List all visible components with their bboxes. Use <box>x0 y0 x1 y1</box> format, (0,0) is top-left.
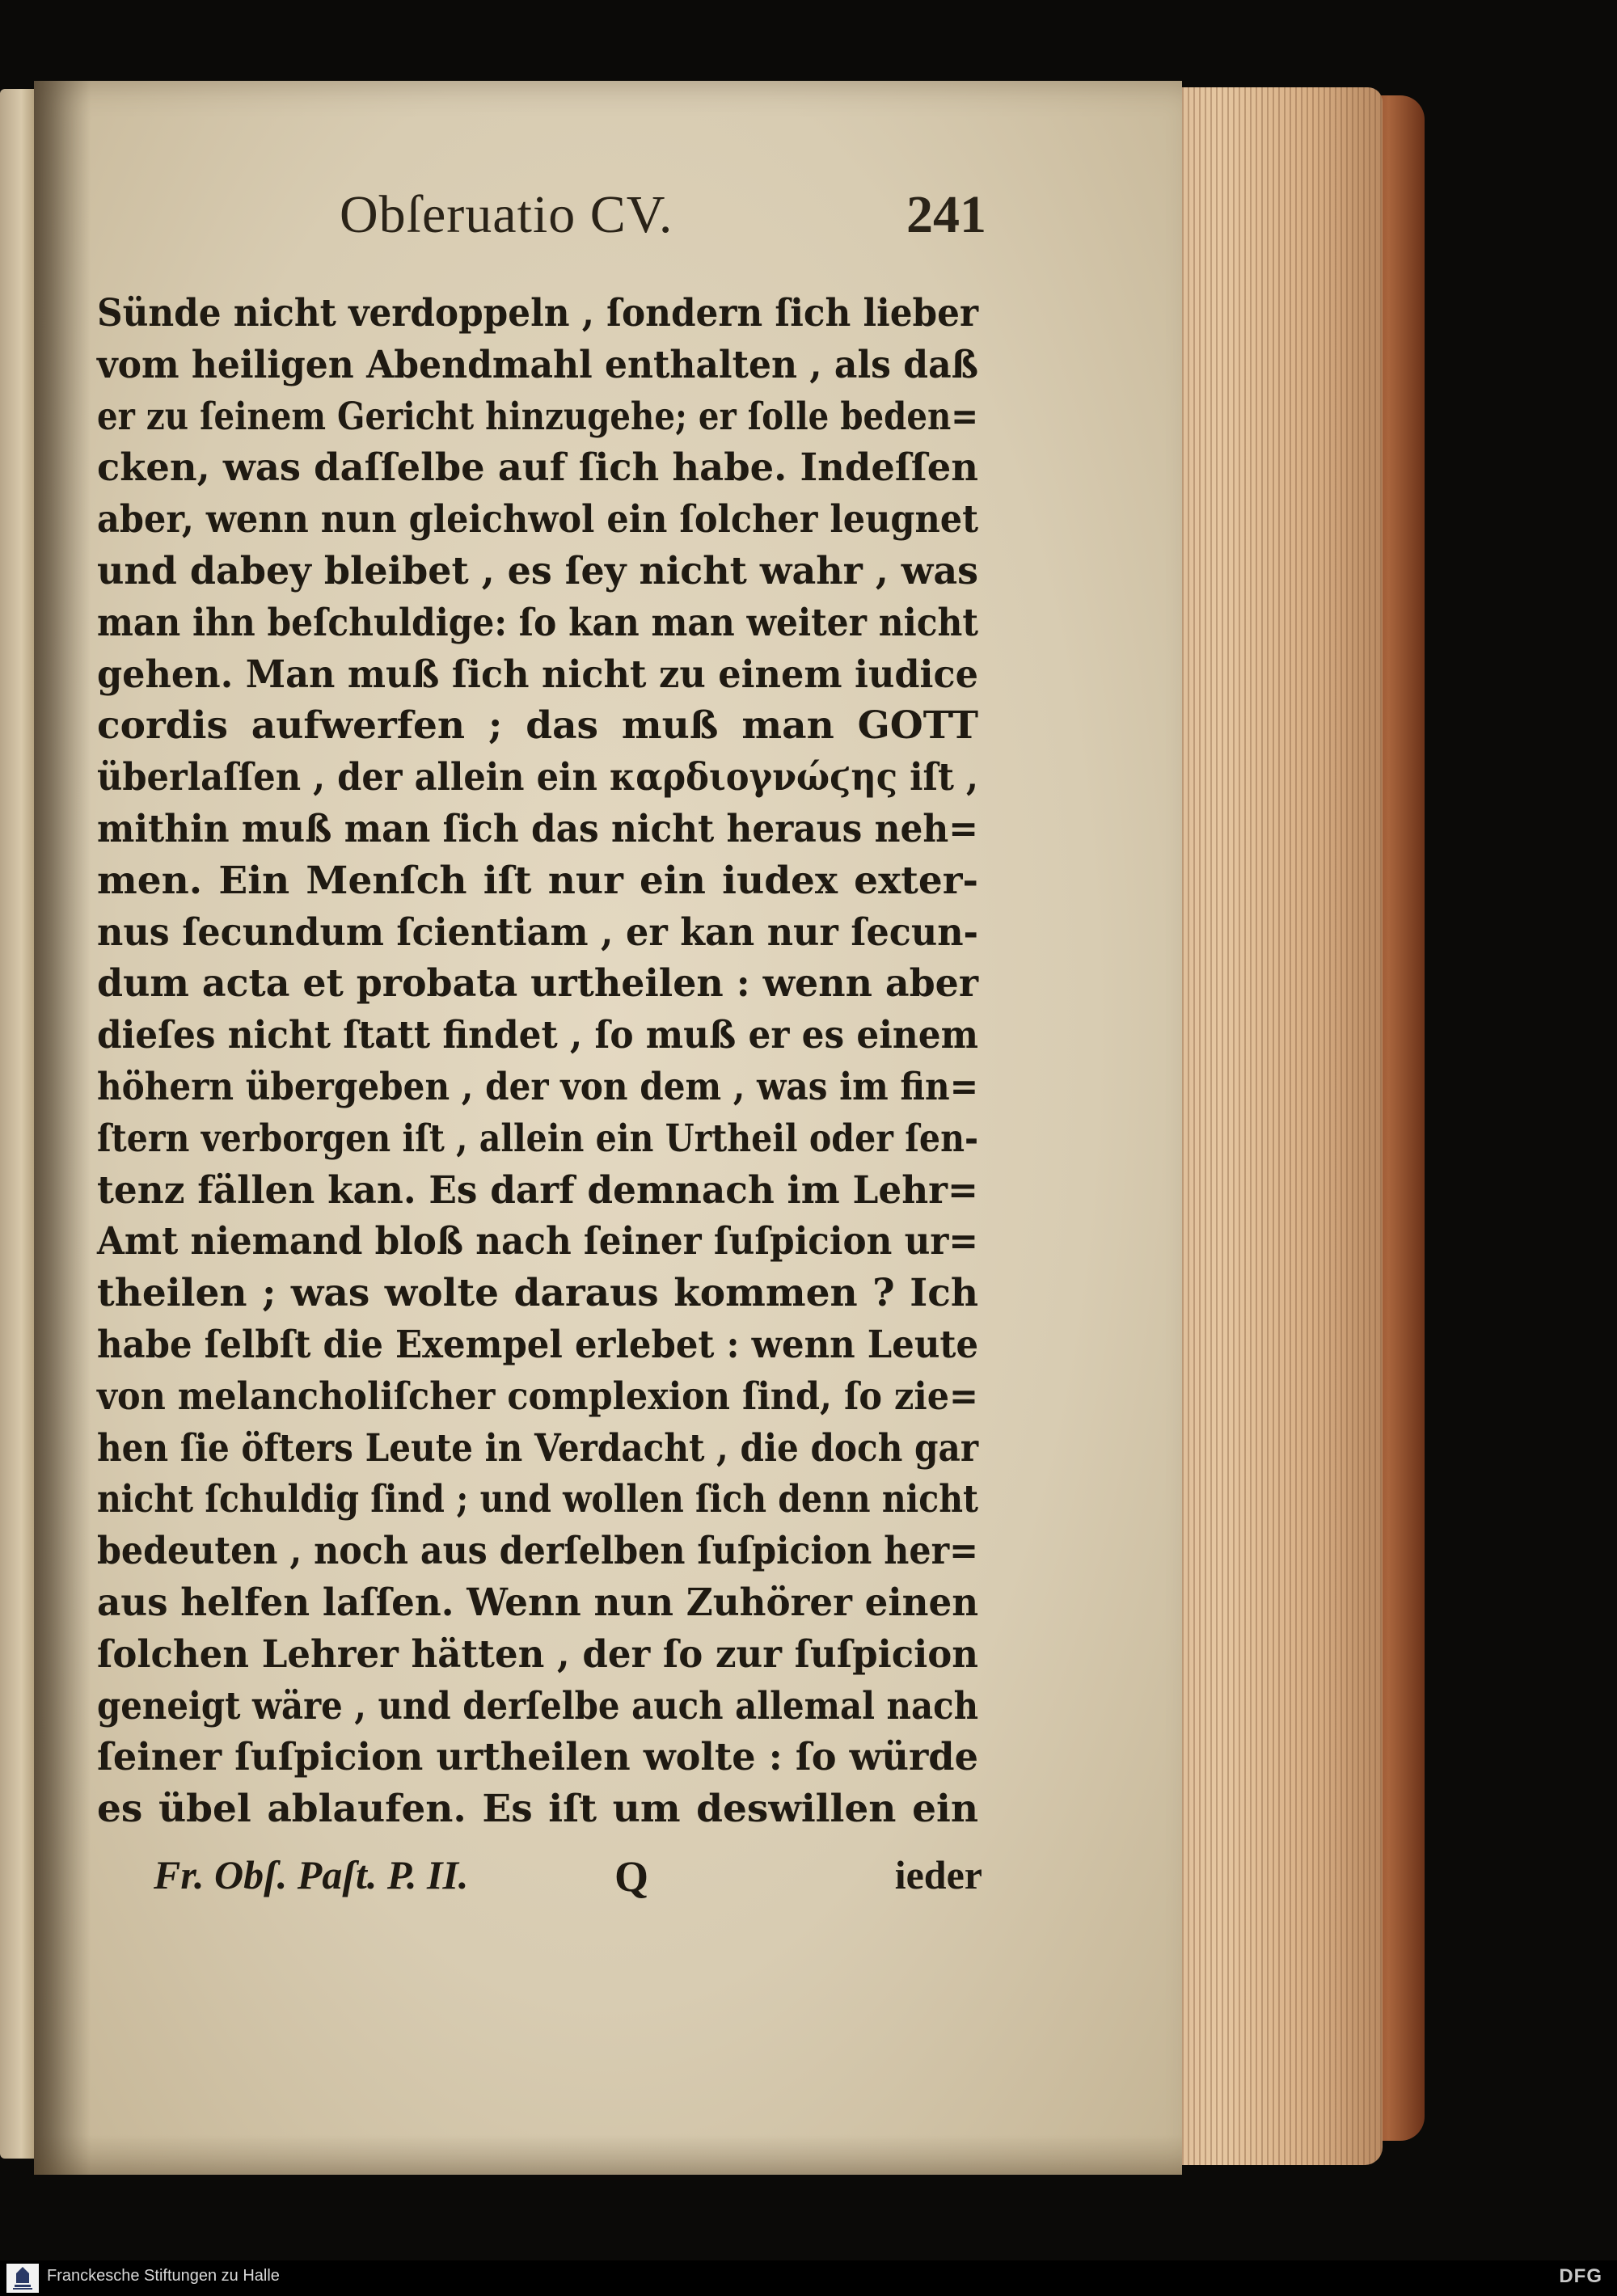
funder-mark: DFG <box>1559 2265 1602 2287</box>
text-line: Amt niemand bloß nach ſeiner ſuſpicion ur= <box>97 1219 978 1264</box>
page-bottom-shade <box>34 2134 1182 2175</box>
text-line: man ihn beſchuldige: ſo kan man weiter nicht <box>97 600 978 645</box>
running-title: Obſeruatio CV. <box>340 185 673 244</box>
text-line: cken, was daſſelbe auf ſich habe. Indeſſen <box>97 445 978 491</box>
running-header <box>340 184 986 249</box>
text-line: dieſes nicht ſtatt findet , ſo muß er es einem <box>97 1013 978 1058</box>
text-line: bedeuten , noch aus derſelben ſuſpicion her= <box>97 1529 978 1574</box>
left-page-edge <box>0 89 39 2159</box>
credit-bar <box>0 2260 1617 2296</box>
text-line: vom heiligen Abendmahl enthalten , als daß <box>97 342 979 387</box>
text-line: ſeiner ſuſpicion urtheilen wolte : ſo würde <box>97 1735 978 1780</box>
text-line: hen ſie öfters Leute in Verdacht , die doch gar <box>97 1425 979 1471</box>
text-line: ſolchen Lehrer hätten , der ſo zur ſuſpicion <box>97 1631 979 1677</box>
text-line: nicht ſchuldig ſind ; und wollen ſich denn nicht <box>97 1477 978 1522</box>
text-line: geneigt wäre , und derſelbe auch allemal nach <box>97 1683 979 1728</box>
printer-signature: Fr. Obſ. Paſt. P. II. <box>154 1852 469 1897</box>
text-line: aber, wenn nun gleichwol ein ſolcher leugnet <box>97 497 979 542</box>
text-line: er zu ſeinem Gericht hinzugehe; er ſolle beden= <box>97 394 979 439</box>
text-line: ſtern verborgen iſt , allein ein Urtheil oder ſen- <box>97 1116 979 1161</box>
page-number: 241 <box>906 185 986 244</box>
text-line: höhern übergeben , der von dem , was im fin= <box>97 1064 979 1109</box>
text-line: cordis aufwerfen ; das muß man GOTT <box>97 703 978 749</box>
page-body-text <box>97 288 978 1835</box>
text-line: tenz fällen kan. Es darf demnach im Lehr= <box>97 1167 979 1213</box>
gutter-shadow <box>34 81 91 2175</box>
text-line: men. Ein Menſch iſt nur ein iudex exter- <box>97 858 978 903</box>
text-line: es übel ablaufen. Es iſt um deswillen ein <box>97 1787 978 1832</box>
text-line: gehen. Man muß ſich nicht zu einem iudice <box>97 652 978 697</box>
text-line: aus helfen laſſen. Wenn nun Zuhörer einen <box>97 1580 979 1625</box>
text-line: theilen ; was wolte daraus kommen ? Ich <box>97 1271 978 1316</box>
page-edges <box>1148 87 1383 2165</box>
text-line: nus ſecundum ſcientiam , er kan nur ſecun- <box>97 910 979 955</box>
text-line: und dabey bleibet , es ſey nicht wahr , was <box>97 548 979 593</box>
text-line: dum acta et probata urtheilen : wenn aber <box>97 961 979 1007</box>
gathering-mark: Q <box>614 1852 649 1901</box>
text-line: Sünde nicht verdoppeln , ſondern ſich lieber <box>97 291 978 336</box>
text-line: mithin muß man ſich das nicht heraus neh= <box>97 806 978 851</box>
text-line: überlaſſen , der allein ein καρδιογνώϛης iſt , <box>97 755 979 800</box>
text-line: habe ſelbſt die Exempel erlebet : wenn Leute <box>97 1322 979 1367</box>
page-footer <box>154 1851 982 1908</box>
catchword: ieder <box>894 1852 982 1897</box>
institution-credit: Franckesche Stiftungen zu Halle <box>47 2267 280 2285</box>
text-line: von melancholiſcher complexion ſind, ſo zie= <box>97 1374 979 1419</box>
institution-logo-icon <box>6 2264 39 2293</box>
